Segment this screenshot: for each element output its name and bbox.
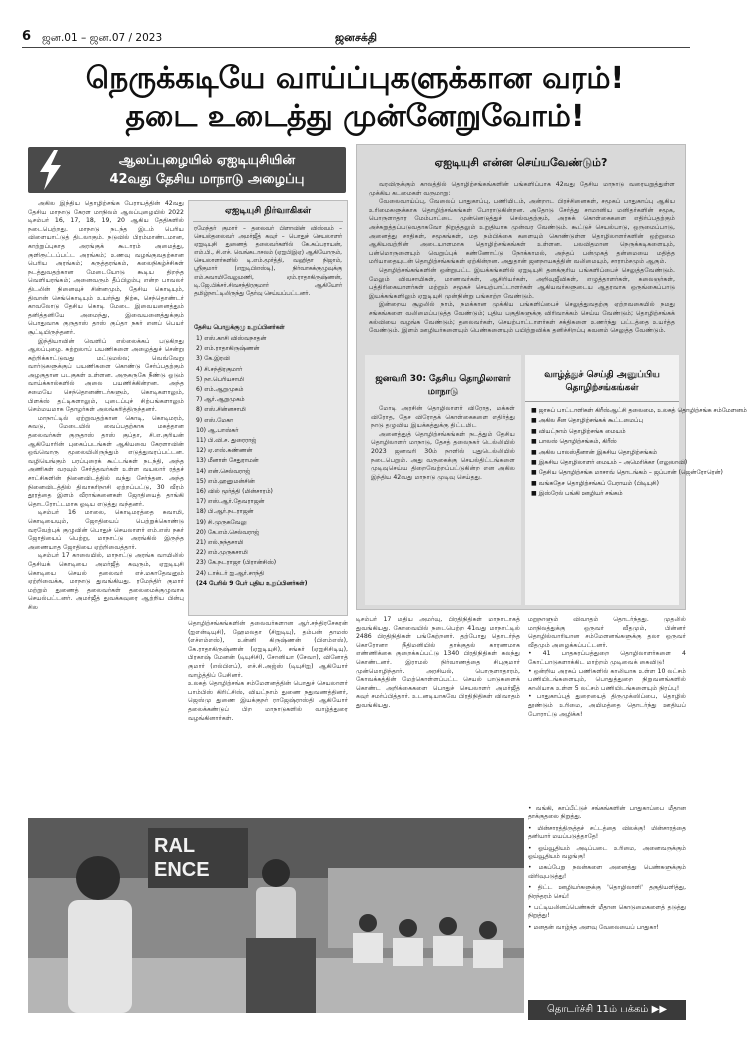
list-item: 3) கே.இரவி <box>196 355 230 363</box>
list-item: 12) ஏ.எஸ்.கண்ணன் <box>196 447 253 455</box>
continued-label: தொடர்ச்சி 11ம் பக்கம் ▶▶ <box>528 1000 686 1020</box>
list-item: ■ வியட்நாம் தொழிற்சங்க மையம் <box>531 427 626 435</box>
issue-date: ஜன.01 – ஜன.07 / 2023 <box>42 32 163 44</box>
list-item: 14) என்.செல்வராஜ் <box>196 467 251 475</box>
demands-list <box>528 805 686 995</box>
officials-box <box>188 200 348 616</box>
greetings-list <box>525 402 747 504</box>
list-item: 21) எல்.நந்தசாமி <box>196 539 244 547</box>
banner-line-1: ஆலப்புழையில் ஏஐடியுசியின் <box>118 153 296 168</box>
list-item: 13) மீனாள் சேதுராமன் <box>196 457 259 465</box>
list-item: 18) பி.ஆர்.நடராஜன் <box>196 508 254 516</box>
paper-name: ஜனசக்தி <box>335 31 377 44</box>
list-item: 7) ஆர்.ஆறுமுகம் <box>196 396 245 404</box>
list-item: 11) பி.வி.ச. துரைராஜ் <box>196 437 257 445</box>
list-item: 9) எஸ்.மேகா <box>196 416 234 424</box>
list-item: 20) கே.எம்.செல்வராஜ் <box>196 528 260 536</box>
list-item: (24 பேரில் 9 பேர் புதிய உறுப்பினர்கள்) <box>196 579 308 587</box>
headline-line-2: தடை உடைத்து முன்னேறுவோம்! <box>125 99 585 134</box>
list-item: 1) எஸ்.காசி விஸ்வநாதன் <box>196 335 267 342</box>
list-item: • மின்சாரத்திருத்தச் சட்டத்தை விலக்கு! மின்சாரத்தை தனியார் மயப்படுத்தாதே! <box>528 824 686 841</box>
paragraph: அனைத்துத் தொழிற்சங்கங்கள் நடத்தும் தேசிய தொழிலாளர் மாநாடு, தேசத் தலைநகர் டெல்லியில் 2023 ஜனவரி 30ம் நாளில் புதுடெல்லியில் நடைபெறும். அது வருகைக்கு செயல்திட்டங்களை முடிவுசெய்ய திறைவேற்றப்பட்டுகின்ற என அகில இந்திய 42வது மாநாடு முடிவு செய்தது. <box>371 430 515 481</box>
page-number: 6 <box>22 29 32 44</box>
paragraph: தொழிற்சங்கங்களின் ஒன்றுபட்ட இயக்கங்களில் ஏஐடியுசி தனக்குரிய பங்களிப்பைச் செலுத்தவேண்டும். மேலும் விவசாயிகள், மாணவர்கள், ஆசிரியர்கள், அறிவுஜீவிகள், எழுத்தாளர்கள், கலைஞர்கள், பத்திரிகையாளர்கள் மற்றும் சமூகச் செயற்பாட்டாளர்கள் ஆகியவர்களுடைய ஆதரவாக ஒருங்கைப்பாடு இயக்கங்களிலும் ஏஐடியுசி முன்நின்று பங்காற்ற வேண்டும். <box>369 266 675 300</box>
council-intro: தேசிய பொதுக்குழு உறுப்பினர்கள் <box>194 325 285 331</box>
paragraph: அகில இந்திய தொழிற்சங்க பேராயத்தின் 42வது தேசிய மாநாடு கேரள மாநிலம் ஆலப்புழையில் 2022 டிசம்பர் 16, 17, 18, 19, 20 ஆகிய தேதிகளில் நடைபெற்றது. மாநாடு நடந்த இடம் பெரிய விளையாட்டுத் திடலாகும். நடுவில் பிரம்மாண்டமான, காற்றுப்புகாத அரங்குக் கூடாரம் அமைத்து, குளிரூட்டப்பட்ட அரங்கம்; உணவு வழங்குவதற்கான பெரிய அரங்கம்; கருத்தரங்கம், கலைநிகழ்ச்சிகள் நடத்துவதற்கான மேடையோடு கூடிய திறந்த வெளியரங்கம்; அனைவரும் தீப்பிழம்பு என்ற பாவலர் திடலின் நினைவுச் சின்னமும், தேசிய கொடியும், திவான் செங்கொடியும் உயர்ந்து நிற்க, செந்தொண்டர் காவலோடு தேசிய கொடி மேடை இவையனைத்தும் தனித்தனியே அமைந்து, இவையனைத்துக்கும் பொதுவாக குருதாஸ் தாஸ் குப்தா நகர் எனப் பெயர் சூட்டியிருந்தனர். <box>28 200 184 336</box>
list-item: • திட்ட ஊழியர்களுக்கு 'தொழிலாளி' தகுதியளித்து, நிரந்தரம் செய்! <box>528 884 686 900</box>
list-item: 15) எம்.ஹனுமன்சின் <box>196 477 255 485</box>
list-item: 24) டாக்டர் ஐ.ஆர்.சாந்தி <box>196 569 265 577</box>
list-item: ■ பாலஸ் தொழிற்சங்கம், கிரீஸ் <box>531 438 617 446</box>
list-item: 6) எம்.ஆறுமுகம் <box>196 386 244 394</box>
list-item: 2) எம்.ராதாகிருஷ்ணன் <box>196 345 260 353</box>
duties-text <box>369 181 675 336</box>
jan30-box <box>365 355 521 605</box>
list-item: 5) நா.பெரியசாமி <box>196 375 244 383</box>
list-item: • ஓய்வூதியம் அடிப்படை உரிமை, அனைவருக்கும் ஓய்வூதியம் வழங்கு! <box>528 844 686 861</box>
officials-intro: ரமேந்தர் குமார் – தலைவர் பிளாவின் விஸ்வம் – செயல்தலைவர் அமர்ஜீத் கவுர் – பொதுச் செயலாளர் ஏஐடியுசி துணைத் தலைவர்களில் கே.சுப்பராயன், எம்.பி., சி.எச். வெங்கடாசலம் (ஏஐபிஇஏ) ஆகியோரும், செயலாளர்களில் டி.எம்.மூர்த்தி, வஹிதா நிஜாம், ஸ்ரீகுமார் (எஐடிபிஎஸ்டி), நிர்வாகக்குழுவுக்கு எம்.சுவாமிவேலுமணி, ஏம்.ராதாகிருஷ்ணன், டி.ஜே.பிக்சர்.சிவசந்திரகுமார் ஆகியோர் தமிழ்நாட்டிலிருந்து தேர்வு செய்யப்பட்டனர். <box>194 226 342 297</box>
article-column-3: டிசம்பர் 17 மதிய அமர்வு, பிரதிநிதிகள் மாநாடாகத் துவங்கியது. கோவையில் நடைபெற்ற 41வது மாநாட்டில் 2486 பிரதிநிதிகள் பங்கேற்றனர். தற்போது தொடர்ந்த கொரோனா நீதிமனியில் தாக்குதல் காரணமாக எண்ணிக்கை குறைக்கப்பட்டு 1340 பிரதிநிதிகள் கலந்து கொண்டனர். இராமல் நிர்வாணத்தை சிபுகுமார் முன்மொழிந்தார். அரசியல், பொருளாதாரம், கோவக்கத்தின் மேற்கொள்ளப்பட்ட செயல் பாடுகளைக் கொண்ட அறிக்கைகளை பொதுச் செயலாளர் அமர்ஜீத் கவுர் சமர்ப்பித்தார். உடனடியாகவே பிரதிநிதிகள் விவாதம் துவங்கியது. <box>356 616 520 709</box>
list-item: ■ இஸ்ரேல் பங்கி ஊழியர் சங்கம் <box>531 490 623 498</box>
paragraph: வேலைவாய்ப்பு, வேலைப் பாதுகாப்பு, பணியிடம், அன்றாட பிரச்சினைகள், சமூகப் பாதுகாப்பு ஆகிய உரிமைகளுக்காக தொழிற்சங்கங்கள் போராடுகின்றன. அதோடு சேர்த்து சாமானிய மனிதர்களின் சமூக, பொருளாதார மேம்பாட்டை முன்னெடுத்துச் செல்வதற்கும், அரசுக் கொள்கைகளை எதிர்ப்பதற்கும் அச்சுறுத்தப்படுவதாகவோ நிறுத்தலும் உறுதியாக முன்வர வேண்டும். கூட்டுச் செயல்பாடு, ஒருமைப்பாடு, அனைத்து சாதிகள், சமூகங்கள், மத நம்பிக்கை களையும் கொண்டுள்ள தொழிலாளர்களின் ஒற்றுமை ஆகியவற்றின் அடையாளமாக தொழிற்சங்கங்கள் உள்ளன. பலவிதமான நெருக்கடிகளையும், பன்மொருளையும் வெறுப்புக் கண்ணோட்டு நோக்காமல், அந்தப் பன்முகத் தன்மையை மதித்த மரியாதையுடன் தொழிற்சங்கங்கள் ஏற்கின்றன. அதுதான் ஜனநாயகத்தின் வலிமையும், சாராம்சமும் ஆகும். <box>369 198 675 266</box>
greetings-box <box>525 355 747 605</box>
list-item: 16) வில் மூர்த்தி (மின்சாரம்) <box>196 488 273 496</box>
list-item: • மகப்பேறு நலன்களை அனைத்து பெண்களுக்கும் விரிவுபடுத்து! <box>528 864 686 880</box>
jan30-text <box>365 405 521 482</box>
list-item: 8) எஸ்.சின்னசாமி <box>196 406 246 414</box>
paragraph: டிசம்பர் 17 காலையில், மாநாட்டு அரங்க வாயிலில் தேசியக் கொடியை அமர்ஜீத் கவுரும், ஏஐடியுசி கொடியை செயல் தலைவர் எச்.மகாதேவனும் ஏற்றிவைக்க, மாநாடு துவங்கியது. ரமேந்திர் குமார் மற்றும் துணைத் தலைவர்கள் தலைமைக்குழுவாக செயல்பட்டனர். அமர்ஜீத் துவக்கவுரை ஆற்றிய பின்பு சில <box>28 552 184 611</box>
paragraph: இந்தியாவின் வெளிப் எல்லைக்கப் படுகிறது ஆலப்புழை. சுற்றுலாப் பயணிகளை அழைத்துச் சென்று சுற்றிக்காட்டுவது மட்டுமல்ல; வெவ்வேறு வார்டுகளுக்குப் பயணிகளை கொண்டு சேர்ப்பதற்கும் அழகுதான படகுகள் உள்ளன. அருகருகே நீண்டு ஓடும் வாய்க்கால்களில் அலை பயணிக்கின்றன. அந்த சமையே செந்தொனண்டர்களும், கொடிகளாலும், பிளக்ஸ் தட்டிகளாலும், புடைப்புச் சிற்பங்களாலும் செம்மயமாக தோழர்கள் அலங்கரித்திருந்தனர். <box>28 337 184 414</box>
paragraph: மோடி அரசின் தொழிலாளர் விரோத, மக்கள் விரோத, தேச விரோதக் கொள்கைகளை எதிர்த்து நாடு தழுவிய இயக்கத்துக்கு திட்டமிட <box>371 405 515 430</box>
list-item: ■ அகில சீன தொழிற்சங்கக் கூட்டமைப்பு <box>531 417 643 425</box>
list-item: 17) எஸ்.ஆர்.தேவராஜன் <box>196 498 265 506</box>
conference-photo <box>28 818 524 1013</box>
section-banner <box>28 147 346 193</box>
list-item: • பட்டியலினப்பெண்கள் மீதான கொடுமைகளைத் தடுத்து நிறுத்து! <box>528 904 686 920</box>
banner-line-2: 42வது தேசிய மாநாடு அழைப்பு <box>109 172 305 187</box>
paragraph: டிசம்பர் 16 மாலை, கொடிமரத்தை சுவாமி, கொடியையும், ஜோதியைப் பெற்றுக்கொண்டு வரவேற்புக் குழுவின் பொதுச் செயலாளர் எம்.எஸ் நகர் ஜோதியைப் பெற்று, மாநாட்டு அரங்கில் இருந்த அணையாத ஜோதியை ஏற்றிவைத்தார். <box>28 509 184 551</box>
article-column-2: தொழிற்சங்கங்களின் தலைவர்களான ஆர்.சந்திரசேகரன் (ஐஎன்டியுசி), ஹேமலதா (சிஐடியு), தம்பன் தாமஸ் (எச்எம்எஸ்), உன்னி கிருஷ்ணன் (பிஎம்எஸ்), கே.ராதாகிருஷ்ணன் (ஏஐடியுசி), சங்கர் (ஏஐசிசிடியு), பிரகாஷ் மேனன் (டியுசிசி), சோனியா (சேவா), வினோத் குமார் (எல்பிஎப்), எச்.சி.அஜ்ஸ் (டியுசிஐ) ஆகியோர் வாழ்த்திப் பேசினர். உலகத் தொழிற்சங்க சம்மேளனத்தின் பொதுச் செயலாளர் பாம்பிஸ் கிரிட்சிஸ், வியட்நாம் துணை நதுவணத்தினர், ஜெஸ்மு துணை இயக்குநர் ராஜேஷ்ராஸ்தி ஆகியோர் தலைக்கண்டுப் பிற மாநாடுகளில் வாழ்த்துரை வழங்கினார்கள். <box>188 620 348 722</box>
list-item: ■ தேசிய தொழிற்சங்க மாசாவ் தொடங்கம் – ஜப்பான் (ஜென்ரோரென்) <box>531 469 723 477</box>
lightning-icon <box>34 150 66 190</box>
page-header <box>22 26 690 48</box>
article-column-1 <box>28 200 184 811</box>
list-item: ■ அகில பாலஸ்தீனான் இசுசிய தொழிற்சங்கம் <box>531 448 658 456</box>
list-item: 22) எம்.முருகசாமி <box>196 549 248 557</box>
svg-text:ENCE: ENCE <box>154 859 210 881</box>
article-column-4: மறுநாளும் விவாதம் தொடர்ந்தது. முதலில் மாநிலத்துக்கு ஒருவர் வீதமும், பின்னர் தொழில்வாரியான சம்மேளனங்களுக்கு தலா ஒருவர் வீதமும் அழைக்கப்பட்டனர். • 41 பாதசுரப்பத்துறை தொழிலாளர்களை 4 கோட்பாடுகளாக்கிட மாற்றம் முடிவைக் கைவிடு! • ஒன்றிய அரசுப் பணிகளில் காலியாக உள்ள 10 லட்சம் பணியிடங்களையும், பொதுத்துறை நிறுவனங்களில் காலியாக உள்ள 5 லட்சம் பணியிடங்களையும் நிரப்பு! • பாதுகாப்புத் துறையைத் திருமுக்ஸிப்பை, தொழில் தூண்டும் உரிமை, அயிமத்தை தொடர்ந்து ஊதியப் போராட்டு அழிக்க! <box>528 616 686 718</box>
list-item: ■ வங்கதேச தொழிற்சங்கப் பேராயம் (பிடியுசி) <box>531 479 659 487</box>
duties-title: ஏஐடியுசி என்ன செய்யவேண்டும்? <box>434 156 608 169</box>
duties-box <box>356 144 747 610</box>
main-headline <box>20 60 690 136</box>
member-list <box>189 332 347 591</box>
list-item: 23) கே.நடராஜா (பிரான்சிஸ்) <box>196 559 277 567</box>
paragraph: மாநாட்டில் ஏற்றுவதற்கான கொடி, கொடிமரம், சுவடு, மேடையில் வைப்பதற்காக மகத்தான தலைவர்கள் குருதாஸ் தாஸ் குப்தா, சி.எ.குரியன் ஆகியோரின் புகைப்படங்கள் ஆகியவை கேரளாவின் ஒவ்வொரு மூலையிலிருந்தும் எடுத்துவரப்பட்டன. வழியெங்கும் பரப்புரைக் கூட்டங்கள் நடந்தி, அந்த அணிகள் வரவும் சேர்த்தவர்கள் உள்ள வயலார் ரத்தச் சாட்சிகளின் நினைவிடத்தில் வந்து சேர்ந்தன. அந்த நினைவிடத்தில் திவாகரிநாசி ஏற்றப்பட்டு, 30 வீரம் தூரத்தை இளம் வீராங்கனைகள் ஜோதியைத் தாங்கி தொடரோட்டமாக ஓடிய எடுத்து வந்தனர். <box>28 414 184 508</box>
list-item: 19) சி.முருகவேலு <box>196 518 247 526</box>
list-item: ■ இசுசிய தொழிலாளர் மையம் – அமெரிக்கா (எலுலாவி) <box>531 459 688 467</box>
paragraph: இன்றைய சூழலில் நாம், நமக்கான முக்கிய பங்களிப்பைச் செலுத்துவதற்கு ஏற்றவகையில் நமது சங்கங்களை வலிமைப்படுத்த வேண்டும்; புதிய பகுதிகளுக்கு விரிவாக்கம் செய்ய வேண்டும்; தொழிற்சங்கக் கல்வியை வழங்க வேண்டும்; தலைவர்கள், செயற்பாட்டாளர்கள் சக்திகளை உணர்ந்து பட்டத்தை உயர்த்த வேண்டும். இளம் ஊழியர்களையும் பெண்களையும் பயிற்றுவிக்க தனிச்சிறப்பு கவனம் செலுத்த வேண்டும். <box>369 301 675 335</box>
list-item: • மனதன் வாழ்ந்த அளவு வேலையைப் பாதுகா! <box>528 923 659 931</box>
list-item: 4) சி.சந்திரகுமார் <box>196 365 243 373</box>
jan30-title: ஜனவரி 30: தேசிய தொழிலாளர் மாநாடு <box>375 374 511 397</box>
paragraph: வரவிருக்கும் காலத்தில் தொழிற்சங்கங்களின் பங்களிப்பாக 42வது தேசிய மாநாடு வரையறுத்துள்ள முக்கிய கடமைகள் வருமாறு: <box>369 181 675 197</box>
officials-title: ஏஐடியுசி நிர்வாகிகள் <box>193 201 343 222</box>
list-item: ■ ஜாசுப் பாட்டாளிகள் கிரீஸ்ஆட்சி தலைமை, உலகத் தொழிற்சங்க சம்மேளனம் <box>531 407 747 414</box>
headline-line-1: நெருக்கடியே வாய்ப்புகளுக்கான வரம்! <box>85 61 625 96</box>
list-item: • வங்கி, காப்பீட்டுச் சங்கங்களின் பாதுகாப்பை மீதான தாக்குதலை நிறுத்து. <box>528 805 686 821</box>
photo-banner-text: RAL <box>154 835 196 857</box>
greetings-title: வாழ்த்துச் செய்தி அனுப்பிய தொழிற்சங்கங்கள் <box>525 355 679 402</box>
list-item: 10) ஆ.பாஸ்கர் <box>196 426 239 434</box>
